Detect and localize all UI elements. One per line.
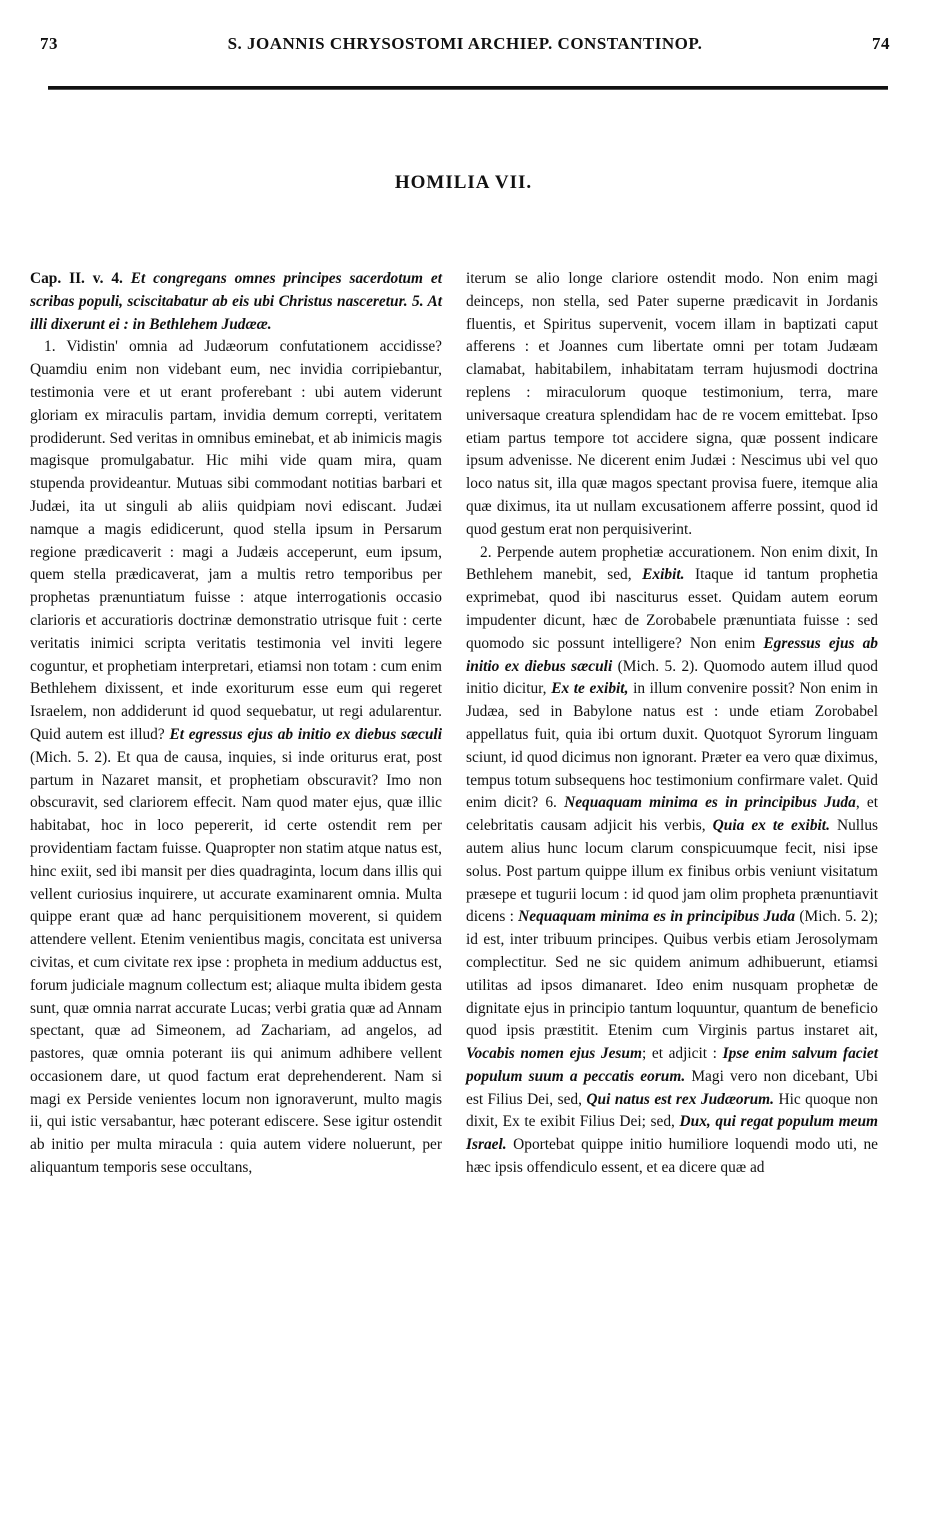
scripture-quote: Quia ex te exibit. (712, 817, 830, 835)
paragraph-text: Itaque id tantum prophetia exprimebat, quod ibi nasciturus esset. Quidam autem eorum impudenter dicunt, hæc de Zorobabele prænuntiata fuisse : sed quomodo sic possunt intelligere? Non enim (466, 566, 878, 652)
paragraph-text: Oportebat quippe initio humiliore loquendi modo uti, ne hæc ipsis offendiculo essent, et ea dicere quæ ad (466, 1136, 878, 1177)
scripture-quote: Qui natus est rex Judæorum. (586, 1090, 774, 1108)
running-title: S. JOANNIS CHRYSOSTOMI ARCHIEP. CONSTANTINOP. (227, 34, 703, 53)
paragraph-text: Hic quoque non dixit, Ex te exibit Filius Dei; sed, (466, 1090, 878, 1131)
scripture-reference: (Mich. 5. 2); (799, 908, 879, 926)
scripture-quote: Nequaquam minima es in principibus Juda (518, 908, 796, 926)
page-number-right: 74 (872, 34, 890, 53)
chapter-label: Cap. II. v. 4. (30, 270, 123, 287)
scripture-quote: Exibit. (642, 566, 685, 584)
paragraph-text: id est, inter tribuum principes. Quibus verbis etiam Jerosolymam complectitur. Sed ne sic quidem animum adhibuerunt, etiamsi utilitas ad ipsos dimanaret. Ideo enim nusquam prophetæ de dignitate ejus in principio tantum loquuntur, quantum de beneficio quod ipsis præstitit. Etenim cum Virginis partus instaret ait, (466, 931, 878, 1040)
scripture-reference: (Mich. 5. 2). (617, 657, 699, 675)
header-rule (48, 86, 888, 90)
paragraph-text: iterum se alio longe clariore ostendit modo. Non enim magi deinceps, non stella, sed Pater superne prædicavit in Jordanis fluentis, et Spiritus supervenit, vocem illam in baptizati caput afferens : et Joannes cum libertate omni per totam Judæam clamabat, habitabilem, inhabitatam terram hujusmodi doctrina replens : miraculorum quoque testimonium, terra, mare universaque creatura splendidam hac de re vocem emittebat. Ipso etiam partus tempore tot accidere signa, quæ possent indicare ipsum advenisse. Ne dicerent enim Judæi : Nescimus ubi vel quo loco natus sit, illa quæ magos spectant provisa fuere, itemque alia quæ diximus, ita ut nullam excusationem afferre possint, quod id quod gestum erat non perquisiverint. (466, 270, 878, 538)
left-column (30, 268, 442, 1180)
homily-title: HOMILIA VII. (394, 172, 533, 193)
scripture-text: Et congregans omnes principes sacerdotum et scribas populi, sciscitabatur ab eis ubi Christus nasceretur. 5. At illi dixerunt ei : in Bethlehem Judææ. (30, 270, 442, 333)
scripture-quote: Vocabis nomen ejus Jesum (466, 1045, 642, 1063)
paragraph-text: Nullus autem alius hunc locum clarum conspicuumque fecit, nisi ipse solus. Post partum quippe illum ex finibus orbis veniunt visitatum præsepe et tugurii locum : id quod jam olim propheta prænuntiavit dicens : (466, 817, 878, 926)
paragraph-text: 1. Vidistin' omnia ad Judæorum confutationem accidisse? Quamdiu enim non videbant eum, nec invidia corripiebantur, testimonia vere et ut erant proferebant : ubi autem viderunt gloriam ex miraculis partam, invidia demum correpti, veritatem prodiderunt. Sed veritas in omnibus eminebat, et ab inimicis magis magisque promulgabatur. Hic mihi vide quam mira, quam stupenda provideantur. Mutuas sibi commodant notitias barbari et Judæi, ita ut singuli ab aliis quidpiam novi ediscant. Judæi namque a magis edidicerunt, quod stella ipsum in Persarum regione prædicaverit : magi a Judæis acceperunt, eum ipsum, quem stella prædicaverat, jam a multis retro temporibus per prophetas prænuntiatum fuisse : atque interrogationis occasio clarioris et accuratioris doctrinæ demonstratio utrisque fuit : certe veritatis inimici scripta veritatis testimonia vel inviti legere coguntur, et prophetiam interpretari, etiamsi non totam : cum enim Bethlehem dixissent, et inde exoriturum esse eum qui regeret Israelem, non addiderunt id quod sequebatur, ut regi adularentur. Quid autem est illud? (30, 338, 442, 743)
chapter-heading (30, 268, 442, 336)
scripture-quote: Et egressus ejus ab initio ex diebus sæculi (169, 725, 442, 743)
scripture-quote: Dux, qui regat populum meum Israel. (466, 1113, 878, 1154)
scripture-quote: Ipse enim salvum faciet populum suum a peccatis eorum. (466, 1045, 878, 1085)
right-column (466, 268, 878, 1180)
page-number-left: 73 (40, 34, 58, 53)
running-head (40, 30, 890, 58)
paragraph-2 (466, 542, 878, 1180)
paragraph-text: in illum convenire possit? Non enim in Judæa, sed in Babylone natus est : unde etiam Zorobabel appellatus fuit, quia ibi ortum duxit. Quotquot Syrorum linguam sciunt, id quod dicimus non ignorant. Præter ea vero quæ diximus, tempus totum subsequens hoc testimonium confirmare valet. Quid enim dicit? 6. (466, 680, 878, 812)
scripture-quote: Nequaquam minima es in principibus Juda (564, 794, 856, 812)
paragraph-text: Magi vero non dicebant, Ubi est Filius Dei, sed, (466, 1067, 878, 1108)
paragraph-text: 2. Perpende autem prophetiæ accurationem. Non enim dixit, In Bethlehem manebit, sed, (466, 543, 878, 584)
paragraph-1 (30, 336, 442, 1179)
paragraph-text: Quomodo autem illud quod initio dicitur, (466, 657, 878, 698)
paragraph-continued (466, 268, 878, 542)
paragraph-text: Et qua de causa, inquies, si inde oriturus erat, post partum in Nazaret mansit, et prophetiam obscuravit? Imo non obscuravit, sed clariorem effecit. Nam quod mater ejus, quæ illic habitabat, hoc in loco pepererit, id certe ostendit rem per providentiam factam fuisse. Quapropter non statim atque natus est, hinc exiit, sed ibi mansit per dies quadraginta, locum dans illis qui vellent curiosius inquirere, ut accurate examinarent omnia. Multa quippe erant quæ ad hanc perquisitionem moverent, si quidem attendere vellent. Etenim venientibus magis, concitata est universa civitas, et cum civitate rex ipse : propheta in medium adductus est, forum judiciale magnum collectum est; aliaque multa ibidem gesta sunt, quæ omnia narrat accurate Lucas; verbi gratia quæ ad Annam spectant, quæ ad Simeonem, ad Zachariam, ad angelos, ad pastores, quæ omnia poterant iis qui animum adhibere vellent occasionem dare, ut quod factum erat deprehenderent. Nam si magi ex Perside venientes locum non ignoraverunt, multo magis ii, qui istic versabantur, hæc poterant ediscere. Sese igitur ostendit ab initio per multa miracula : quia autem videre noluerunt, per aliquantum temporis sese occultans, (30, 748, 443, 1177)
scripture-reference: (Mich. 5. 2). (30, 748, 112, 766)
paragraph-text: , et celebritatis causam adjicit his verbis, (466, 794, 878, 835)
paragraph-text: ; et adjicit : (641, 1045, 717, 1063)
scripture-quote: Ex te exibit, (551, 680, 629, 698)
scripture-quote: Egressus ejus ab initio ex diebus sæculi (466, 634, 878, 675)
